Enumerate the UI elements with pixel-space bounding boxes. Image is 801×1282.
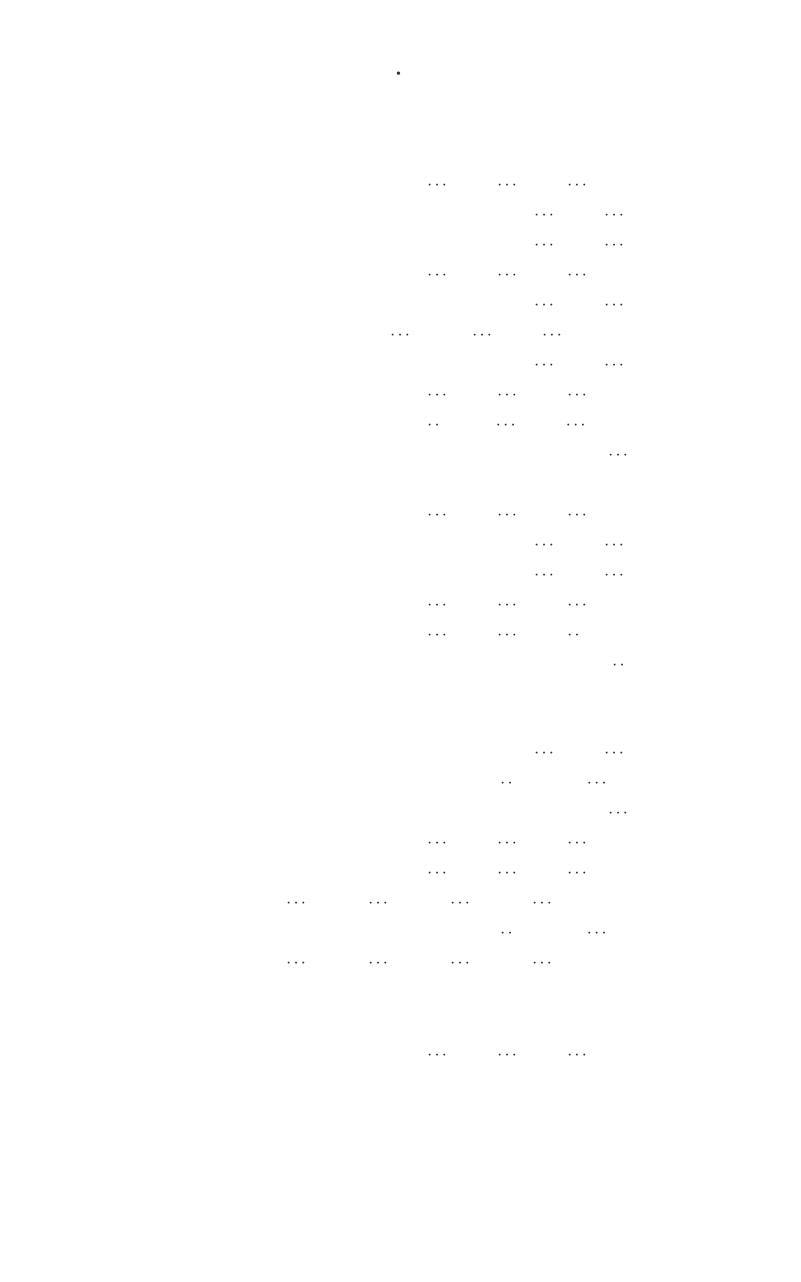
leader-dots: ··· ··· ··· [427, 597, 589, 614]
leader-dots: ·· ··· [500, 925, 609, 942]
leader-dots: ··· ··· ··· [427, 267, 589, 284]
leader-dots: ··· ··· [534, 297, 626, 314]
leader-dots: ··· ··· ··· [427, 865, 589, 882]
leader-dots: ··· ··· [534, 357, 626, 374]
leader-dots: ··· ··· ··· [427, 507, 589, 524]
leader-dots: ··· ··· [534, 567, 626, 584]
leader-dots: ··· [608, 447, 630, 464]
leader-dots: ··· ··· ··· [427, 177, 589, 194]
leader-dots: ··· ··· [534, 207, 626, 224]
leader-dots: ·· ··· [500, 775, 609, 792]
printer-mark: • [396, 67, 401, 82]
leader-dots: ··· ··· ··· [390, 327, 564, 344]
leader-dots: ··· ··· [534, 745, 626, 762]
leader-dots: ··· ··· ··· ··· [286, 955, 554, 972]
leader-dots: ··· ··· ··· [427, 1047, 589, 1064]
leader-dots: ··· ··· [534, 237, 626, 254]
leader-dots: ··· ··· ··· [427, 835, 589, 852]
leader-dots: ··· ··· ··· [427, 387, 589, 404]
leader-dots: ·· ··· ··· [427, 417, 588, 434]
leader-dots: ··· ··· ··· ··· [286, 895, 554, 912]
leader-dots: ··· [608, 805, 630, 822]
leader-dots: ··· ··· ·· [427, 627, 582, 644]
leader-dots: ··· ··· [534, 537, 626, 554]
leader-dots: ·· [612, 657, 627, 674]
